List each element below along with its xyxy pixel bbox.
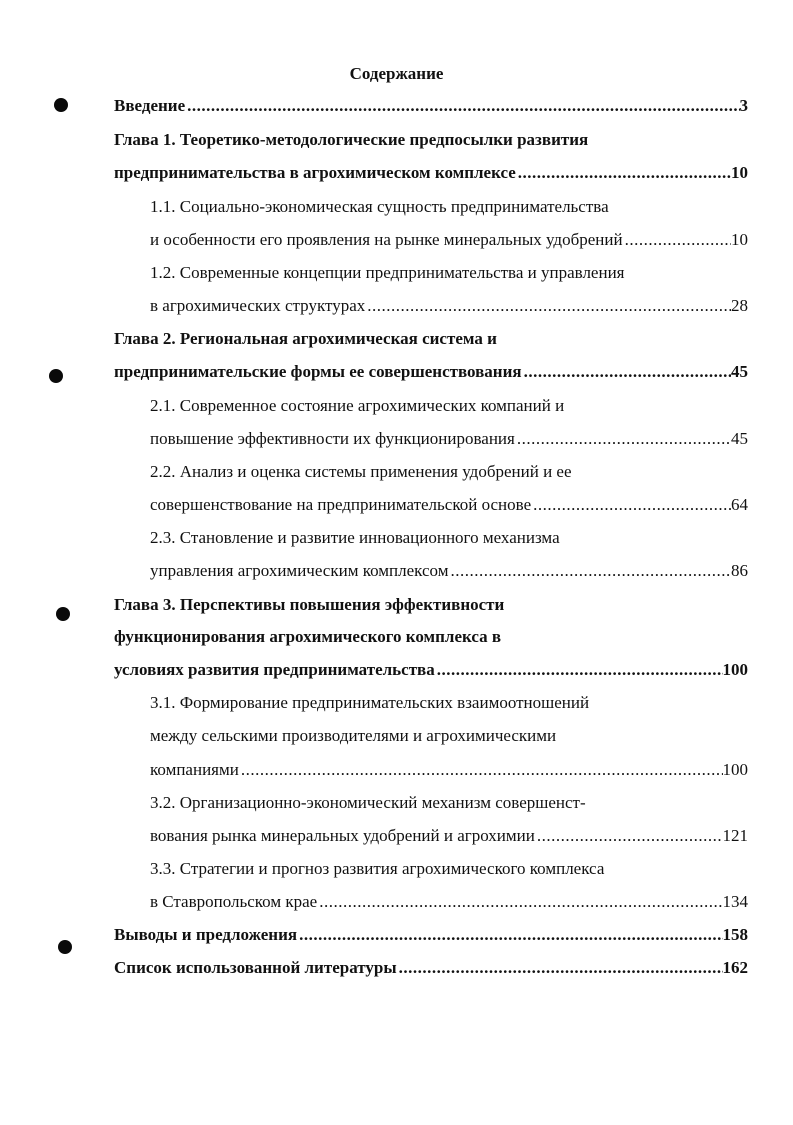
toc-dot-leader bbox=[516, 162, 731, 184]
toc-dot-leader bbox=[623, 229, 731, 251]
toc-page-number: 100 bbox=[722, 760, 748, 779]
toc-section-2-3-line1: 2.3. Становление и развитие инновационного механизма bbox=[150, 528, 560, 547]
toc-page-number: 10 bbox=[731, 230, 748, 249]
toc-dot-leader bbox=[365, 295, 731, 317]
toc-section-1-1: и особенности его проявления на рынке минеральных удобрений ..... 10 bbox=[150, 229, 748, 251]
toc-chapter-3-line1: Глава 3. Перспективы повышения эффективности bbox=[114, 595, 505, 614]
toc-section-2-1: повышение эффективности их функционирования ..... 45 bbox=[150, 428, 748, 450]
toc-chapter-2-line1: Глава 2. Региональная агрохимическая система и bbox=[114, 329, 497, 348]
toc-dot-leader bbox=[522, 361, 731, 383]
toc-page-number: 45 bbox=[731, 362, 748, 381]
toc-section-2-2: совершенствование на предпринимательской основе ..... 64 bbox=[150, 494, 748, 516]
toc-chapter-1-line1: Глава 1. Теоретико-методологические предпосылки развития bbox=[114, 130, 589, 149]
punch-hole-mark bbox=[54, 98, 68, 112]
punch-hole-mark bbox=[58, 940, 72, 954]
toc-section-3-1: компаниями ..... 100 bbox=[150, 759, 748, 781]
toc-dot-leader bbox=[317, 891, 722, 913]
toc-page-number: 3 bbox=[739, 96, 748, 115]
toc-entry-intro bbox=[114, 95, 748, 117]
toc-dot-leader bbox=[185, 95, 739, 117]
toc-page-number: 134 bbox=[722, 892, 748, 911]
toc-entry-text: Введение bbox=[114, 96, 186, 115]
toc-page-number: 158 bbox=[722, 925, 748, 944]
toc-section-3-3: в Ставропольском крае ..... 134 bbox=[150, 891, 748, 913]
toc-page-number: 28 bbox=[731, 296, 748, 315]
punch-hole-mark bbox=[49, 369, 63, 383]
toc-section-2-3: управления агрохимическим комплексом ..... 86 bbox=[150, 560, 748, 582]
toc-dot-leader bbox=[297, 924, 722, 946]
toc-section-3-1-line2: между сельскими производителями и агрохимическими bbox=[150, 726, 557, 745]
toc-section-1-2: в агрохимических структурах ..... 28 bbox=[150, 295, 748, 317]
toc-section-2-2-line1: 2.2. Анализ и оценка системы применения удобрений и ее bbox=[150, 462, 572, 481]
toc-chapter-2: предпринимательские формы ее совершенствования ..... 45 bbox=[114, 361, 748, 383]
toc-section-3-2: вования рынка минеральных удобрений и агрохимии ..... 121 bbox=[150, 825, 748, 847]
toc-entry-references: Список использованной литературы ..... 162 bbox=[114, 957, 748, 979]
toc-page-number: 64 bbox=[731, 495, 748, 514]
toc-chapter-3: условиях развития предпринимательства ..... 100 bbox=[114, 659, 748, 681]
toc-section-3-2-line1: 3.2. Организационно-экономический механизм совершенст- bbox=[150, 793, 586, 812]
toc-dot-leader bbox=[239, 759, 723, 781]
toc-dot-leader bbox=[515, 428, 731, 450]
page-title: Содержание bbox=[349, 64, 444, 83]
toc-page-number: 86 bbox=[731, 561, 748, 580]
toc-section-3-1-line1: 3.1. Формирование предпринимательских взаимоотношений bbox=[150, 693, 590, 712]
toc-dot-leader bbox=[435, 659, 723, 681]
toc-dot-leader bbox=[531, 494, 731, 516]
toc-dot-leader bbox=[535, 825, 723, 847]
toc-page-number: 45 bbox=[731, 429, 748, 448]
toc-section-1-1-line1: 1.1. Социально-экономическая сущность предпринимательства bbox=[150, 197, 609, 216]
toc-chapter-3-line2: функционирования агрохимического комплекса в bbox=[114, 627, 502, 646]
toc-page-number: 162 bbox=[722, 958, 748, 977]
toc-section-3-3-line1: 3.3. Стратегии и прогноз развития агрохимического комплекса bbox=[150, 859, 605, 878]
toc-page-number: 121 bbox=[722, 826, 748, 845]
toc-page-number: 10 bbox=[731, 163, 748, 182]
toc-page-number: 100 bbox=[722, 660, 748, 679]
punch-hole-mark bbox=[56, 607, 70, 621]
toc-section-1-2-line1: 1.2. Современные концепции предпринимательства и управления bbox=[150, 263, 625, 282]
toc-dot-leader bbox=[397, 957, 723, 979]
toc-chapter-1: предпринимательства в агрохимическом комплексе ..... 10 bbox=[114, 162, 748, 184]
toc-section-2-1-line1: 2.1. Современное состояние агрохимических компаний и bbox=[150, 396, 565, 415]
toc-entry-conclusions: Выводы и предложения ..... 158 bbox=[114, 924, 748, 946]
toc-dot-leader bbox=[449, 560, 732, 582]
